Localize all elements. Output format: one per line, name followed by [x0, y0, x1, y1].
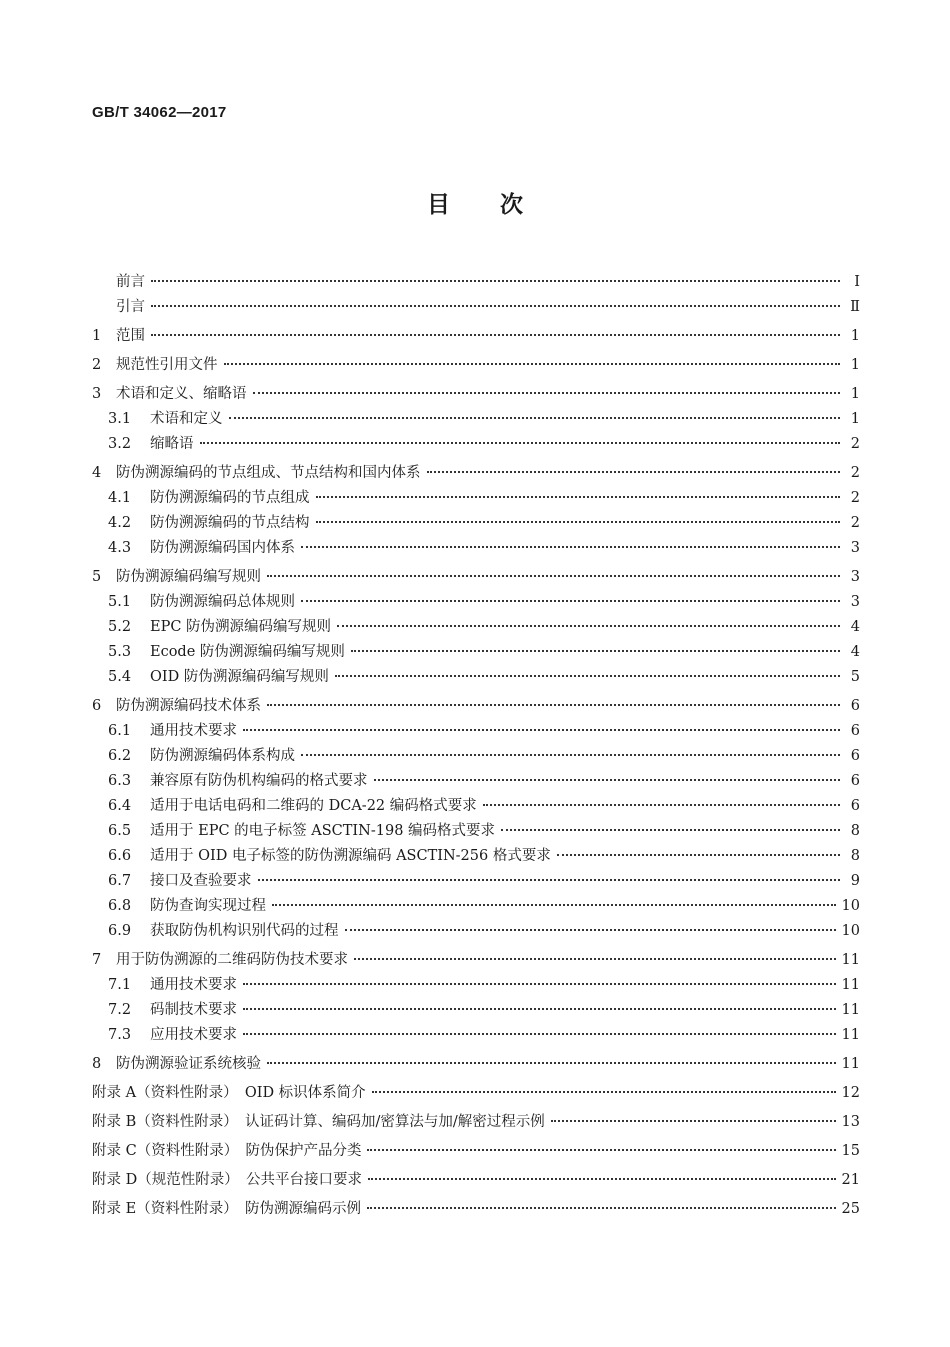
toc-entry-page: 12: [841, 1085, 860, 1101]
toc-entry[interactable]: [92, 1197, 860, 1222]
dot-leader: [267, 704, 840, 706]
toc-entry-label: 兼容原有防伪机构编码的格式要求: [150, 773, 368, 789]
toc-entry-label: 术语和定义、缩略语: [116, 386, 247, 402]
toc-entry-label: 应用技术要求: [150, 1027, 237, 1043]
dot-leader: [301, 754, 840, 756]
toc-entry-page: Ⅰ: [854, 274, 860, 290]
toc-entry[interactable]: [92, 919, 860, 944]
toc-entry[interactable]: [92, 432, 860, 457]
toc-entry-page: 2: [850, 515, 860, 531]
toc-entry-number: 5.1: [108, 594, 132, 610]
dot-leader: [483, 804, 840, 806]
toc-entry-label: 防伪溯源编码技术体系: [116, 698, 261, 714]
toc-entry-number: 5.2: [108, 619, 132, 635]
toc-entry-label: 附录 E（资料性附录） 防伪溯源编码示例: [92, 1201, 361, 1217]
toc-entry-label: 防伪溯源编码的节点组成: [150, 490, 310, 506]
toc-entry-label: 通用技术要求: [150, 977, 237, 993]
page-title: 目次: [427, 192, 573, 218]
toc-entry-page: 11: [841, 1002, 860, 1018]
toc-entry[interactable]: [92, 1139, 860, 1164]
dot-leader: [345, 929, 836, 931]
toc-entry-label: 防伪溯源验证系统核验: [116, 1056, 261, 1072]
toc-entry[interactable]: [92, 1168, 860, 1193]
toc-entry-label: 防伪查询实现过程: [150, 898, 266, 914]
toc-entry-page: 3: [850, 569, 860, 585]
dot-leader: [272, 904, 836, 906]
dot-leader: [367, 1149, 835, 1151]
toc-entry-label: 防伪溯源编码总体规则: [150, 594, 295, 610]
toc-entry-page: 6: [850, 698, 860, 714]
toc-entry-number: 4.2: [108, 515, 132, 531]
dot-leader: [501, 829, 840, 831]
toc-entry[interactable]: [92, 324, 860, 349]
toc-entry-number: 7.1: [108, 977, 132, 993]
toc-entry[interactable]: [92, 744, 860, 769]
toc-entry[interactable]: [92, 769, 860, 794]
toc-entry[interactable]: [92, 694, 860, 719]
toc-entry[interactable]: [92, 461, 860, 486]
toc-entry-number: 4: [92, 465, 102, 481]
toc-entry-number: 6.5: [108, 823, 132, 839]
toc-entry[interactable]: [92, 615, 860, 640]
toc-entry[interactable]: [92, 973, 860, 998]
toc-entry-label: 附录 A（资料性附录） OID 标识体系简介: [92, 1085, 366, 1101]
toc-entry-label: 前言: [116, 274, 145, 290]
toc-entry-number: 7.3: [108, 1027, 132, 1043]
toc-entry-label: 术语和定义: [150, 411, 223, 427]
toc-entry-page: 11: [841, 1056, 860, 1072]
toc-entry-label: 防伪溯源编码的节点组成、节点结构和国内体系: [116, 465, 421, 481]
toc-entry-page: 21: [841, 1172, 860, 1188]
toc-entry-label: OID 防伪溯源编码编写规则: [150, 669, 329, 685]
dot-leader: [243, 729, 840, 731]
toc-entry[interactable]: [92, 894, 860, 919]
dot-leader: [354, 958, 836, 960]
toc-entry-number: 5.4: [108, 669, 132, 685]
toc-entry-label: 用于防伪溯源的二维码防伪技术要求: [116, 952, 348, 968]
toc-entry-page: 13: [841, 1114, 860, 1130]
dot-leader: [557, 854, 840, 856]
toc-entry-label: 附录 C（资料性附录） 防伪保护产品分类: [92, 1143, 362, 1159]
dot-leader: [372, 1091, 836, 1093]
dot-leader: [229, 417, 841, 419]
toc-entry-label: Ecode 防伪溯源编码编写规则: [150, 644, 345, 660]
toc-entry-page: 25: [841, 1201, 860, 1217]
toc-entry-label: 范围: [116, 328, 145, 344]
toc-entry[interactable]: [92, 486, 860, 511]
dot-leader: [427, 471, 841, 473]
toc-entry-label: 码制技术要求: [150, 1002, 237, 1018]
dot-leader: [367, 1207, 836, 1209]
toc-entry-page: 3: [850, 594, 860, 610]
toc-entry[interactable]: [92, 998, 860, 1023]
toc-entry-number: 6.6: [108, 848, 132, 864]
toc-entry-number: 6.9: [108, 923, 132, 939]
toc-entry-label: 获取防伪机构识别代码的过程: [150, 923, 339, 939]
dot-leader: [337, 625, 840, 627]
toc-entry-label: 附录 B（资料性附录） 认证码计算、编码加/密算法与加/解密过程示例: [92, 1114, 545, 1130]
dot-leader: [243, 983, 836, 985]
dot-leader: [316, 521, 841, 523]
dot-leader: [374, 779, 841, 781]
toc-entry-number: 3.1: [108, 411, 132, 427]
toc-entry-number: 6.3: [108, 773, 132, 789]
toc-entry-page: 4: [850, 644, 860, 660]
dot-leader: [151, 305, 840, 307]
toc-entry-number: 7.2: [108, 1002, 132, 1018]
toc-entry-label: 通用技术要求: [150, 723, 237, 739]
toc-entry-page: 6: [850, 723, 860, 739]
dot-leader: [351, 650, 840, 652]
toc-entry-label: 附录 D（规范性附录） 公共平台接口要求: [92, 1172, 362, 1188]
toc-entry[interactable]: [92, 1052, 860, 1077]
dot-leader: [253, 392, 841, 394]
toc-entry[interactable]: [92, 844, 860, 869]
toc-entry-page: 8: [850, 823, 860, 839]
toc-entry-page: 15: [841, 1143, 860, 1159]
toc-entry[interactable]: [92, 565, 860, 590]
toc-entry[interactable]: [92, 270, 860, 295]
toc-entry-number: 3.2: [108, 436, 132, 452]
toc-entry[interactable]: [92, 948, 860, 973]
toc-entry-number: 8: [92, 1056, 102, 1072]
dot-leader: [200, 442, 841, 444]
dot-leader: [151, 280, 840, 282]
toc-entry-page: 3: [850, 540, 860, 556]
toc-entry-page: 1: [850, 411, 860, 427]
toc-entry-page: 6: [850, 748, 860, 764]
toc-entry-label: 接口及查验要求: [150, 873, 252, 889]
toc-entry-page: 6: [850, 773, 860, 789]
toc-entry-number: 6.2: [108, 748, 132, 764]
toc-entry-number: 5.3: [108, 644, 132, 660]
toc-entry-page: 2: [850, 465, 860, 481]
toc-entry[interactable]: [92, 407, 860, 432]
toc-entry[interactable]: [92, 511, 860, 536]
toc-entry-page: 9: [850, 873, 860, 889]
dot-leader: [243, 1033, 836, 1035]
toc-entry-label: 防伪溯源编码国内体系: [150, 540, 295, 556]
toc-entry-page: 2: [850, 436, 860, 452]
dot-leader: [335, 675, 840, 677]
toc-entry[interactable]: [92, 640, 860, 665]
toc-entry-label: 适用于 EPC 的电子标签 ASCTIN-198 编码格式要求: [150, 823, 496, 839]
toc-entry-page: 5: [850, 669, 860, 685]
toc-entry-label: 适用于 OID 电子标签的防伪溯源编码 ASCTIN-256 格式要求: [150, 848, 551, 864]
toc-entry-number: 7: [92, 952, 102, 968]
standard-number: GB/T 34062—2017: [92, 104, 227, 121]
toc-entry-page: 6: [850, 798, 860, 814]
toc-entry[interactable]: [92, 295, 860, 320]
toc-entry-page: 11: [841, 952, 860, 968]
toc-entry[interactable]: [92, 719, 860, 744]
dot-leader: [368, 1178, 836, 1180]
dot-leader: [301, 546, 840, 548]
toc-entry-number: 4.3: [108, 540, 132, 556]
toc-entry-page: 11: [841, 1027, 860, 1043]
dot-leader: [267, 1062, 836, 1064]
dot-leader: [258, 879, 841, 881]
dot-leader: [301, 600, 840, 602]
toc-entry-label: EPC 防伪溯源编码编写规则: [150, 619, 332, 635]
table-of-contents: [92, 270, 860, 1222]
toc-entry-page: 1: [850, 328, 860, 344]
toc-entry-label: 适用于电话电码和二维码的 DCA-22 编码格式要求: [150, 798, 477, 814]
toc-entry-page: Ⅱ: [850, 299, 860, 315]
toc-entry-number: 3: [92, 386, 102, 402]
toc-entry-number: 4.1: [108, 490, 132, 506]
toc-entry[interactable]: [92, 665, 860, 690]
toc-entry-page: 1: [850, 386, 860, 402]
dot-leader: [551, 1120, 836, 1122]
toc-entry-number: 6.4: [108, 798, 132, 814]
toc-entry[interactable]: [92, 794, 860, 819]
toc-entry-page: 2: [850, 490, 860, 506]
dot-leader: [316, 496, 841, 498]
toc-entry-label: 防伪溯源编码编写规则: [116, 569, 261, 585]
dot-leader: [151, 334, 840, 336]
toc-entry-label: 引言: [116, 299, 145, 315]
toc-entry[interactable]: [92, 590, 860, 615]
toc-entry[interactable]: [92, 353, 860, 378]
toc-entry[interactable]: [92, 1081, 860, 1106]
toc-entry-number: 5: [92, 569, 102, 585]
toc-entry[interactable]: [92, 1110, 860, 1135]
toc-entry-page: 4: [850, 619, 860, 635]
toc-entry-page: 11: [841, 977, 860, 993]
toc-entry-label: 缩略语: [150, 436, 194, 452]
dot-leader: [267, 575, 840, 577]
toc-entry-page: 1: [850, 357, 860, 373]
toc-entry[interactable]: [92, 1023, 860, 1048]
toc-entry[interactable]: [92, 819, 860, 844]
toc-entry-number: 1: [92, 328, 102, 344]
toc-entry-label: 防伪溯源编码体系构成: [150, 748, 295, 764]
toc-entry-page: 10: [841, 898, 860, 914]
toc-entry-number: 6.8: [108, 898, 132, 914]
toc-entry[interactable]: [92, 869, 860, 894]
toc-entry-page: 8: [850, 848, 860, 864]
toc-entry-label: 规范性引用文件: [116, 357, 218, 373]
dot-leader: [243, 1008, 836, 1010]
dot-leader: [224, 363, 841, 365]
toc-entry-page: 10: [841, 923, 860, 939]
toc-entry-label: 防伪溯源编码的节点结构: [150, 515, 310, 531]
toc-entry[interactable]: [92, 382, 860, 407]
toc-entry-number: 2: [92, 357, 102, 373]
toc-entry[interactable]: [92, 536, 860, 561]
toc-entry-number: 6: [92, 698, 102, 714]
toc-entry-number: 6.1: [108, 723, 132, 739]
toc-entry-number: 6.7: [108, 873, 132, 889]
